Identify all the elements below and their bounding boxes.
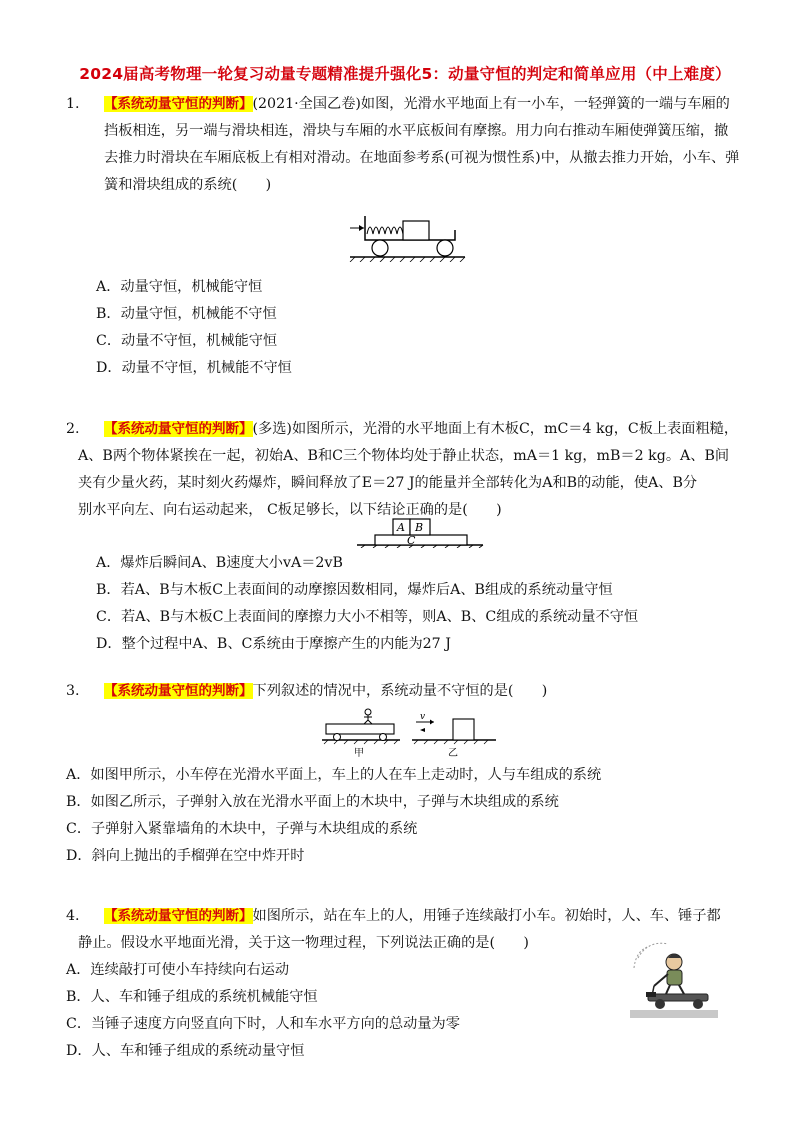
stem-line: 夹有少量火药，某时刻火药爆炸，瞬间释放了E＝27 J的能量并全部转化为A和B的动能，使A、B分 [78,475,698,491]
block-a-label: A [397,521,405,534]
option-d[interactable]: D．动量不守恒，机械能不守恒 [96,360,292,376]
topic-tag: 【系统动量守恒的判断】 [104,421,253,437]
topic-tag: 【系统动量守恒的判断】 [104,908,253,924]
topic-tag: 【系统动量守恒的判断】 [104,96,253,112]
option-b[interactable]: B．动量守恒，机械能不守恒 [96,306,277,322]
cart-and-bullet-figure [320,706,500,762]
question-2 [66,416,746,524]
stem-line: 去推力时滑块在车厢底板上有相对滑动。在地面参考系(可视为惯性系)中，从撤去推力开始，小车、弹 [104,150,740,166]
stem-line: 挡板相连，另一端与滑块相连，滑块与车厢的水平底板间有摩擦。用力向右推动车厢使弹簧压缩，撤 [104,123,729,139]
question-number: 3. [66,683,80,699]
stem-line: 别水平向左、向右运动起来， C板足够长，以下结论正确的是( ) [78,502,502,518]
option-a[interactable]: A．连续敲打可使小车持续向右运动 [66,962,290,978]
stem-line: 簧和滑块组成的系统( ) [104,177,272,193]
stem-line: 如图所示，站在车上的人，用锤子连续敲打小车。初始时，人、车、锤子都 [252,908,721,924]
question-number: 2. [66,421,80,437]
question-3-options [66,762,746,870]
option-c[interactable]: C．若A、B与木板C上表面间的摩擦力大小不相等，则A、B、C组成的系统动量不守恒 [96,609,639,625]
option-a[interactable]: A．爆炸后瞬间A、B速度大小vA＝2vB [96,555,343,571]
stem-line: (2021·全国乙卷)如图，光滑水平地面上有一小车，一轻弹簧的一端与车厢的 [252,96,730,112]
figure-jia-label: 甲 [354,748,364,759]
question-number: 1. [66,96,80,112]
question-3 [66,678,746,705]
option-d[interactable]: D．整个过程中A、B、C系统由于摩擦产生的内能为27 J [96,636,451,652]
block-b-label: B [415,521,424,534]
stem-line: 下列叙述的情况中，系统动量不守恒的是( ) [252,683,548,699]
figure-yi-label: 乙 [448,748,458,759]
option-b[interactable]: B．若A、B与木板C上表面间的动摩擦因数相同，爆炸后A、B组成的系统动量守恒 [96,582,613,598]
stem-line: (多选)如图所示，光滑的水平地面上有木板C，mC＝4 kg，C板上表面粗糙， [252,421,739,437]
option-a[interactable]: A．如图甲所示，小车停在光滑水平面上，车上的人在车上走动时，人与车组成的系统 [66,767,602,783]
velocity-label: v [420,712,426,722]
question-1-options [96,274,776,382]
document-title: 2024届高考物理一轮复习动量专题精准提升强化5：动量守恒的判定和简单应用（中上难度） [79,65,731,83]
question-2-options [96,550,776,658]
question-1 [66,91,746,199]
topic-tag: 【系统动量守恒的判断】 [104,683,253,699]
option-b[interactable]: B．如图乙所示，子弹射入放在光滑水平面上的木块中，子弹与木块组成的系统 [66,794,559,810]
stem-line: 静止。假设水平地面光滑，关于这一物理过程，下列说法正确的是( ) [78,935,529,951]
stem-line: A、B两个物体紧挨在一起，初始A、B和C三个物体均处于静止状态，mA＝1 kg，mB＝2 kg。A、B间 [78,448,730,464]
hammer-cart-figure [628,938,720,1020]
cart-spring-figure [345,212,470,262]
option-a[interactable]: A．动量守恒，机械能守恒 [96,279,263,295]
board-blocks-figure [355,516,485,548]
board-c-label: C [407,534,416,547]
option-c[interactable]: C．子弹射入紧靠墙角的木块中，子弹与木块组成的系统 [66,821,418,837]
option-c[interactable]: C．动量不守恒，机械能守恒 [96,333,278,349]
option-d[interactable]: D．人、车和锤子组成的系统动量守恒 [66,1043,305,1059]
option-c[interactable]: C．当锤子速度方向竖直向下时，人和车水平方向的总动量为零 [66,1016,460,1032]
option-b[interactable]: B．人、车和锤子组成的系统机械能守恒 [66,989,318,1005]
option-d[interactable]: D．斜向上抛出的手榴弹在空中炸开时 [66,848,305,864]
question-number: 4. [66,908,80,924]
